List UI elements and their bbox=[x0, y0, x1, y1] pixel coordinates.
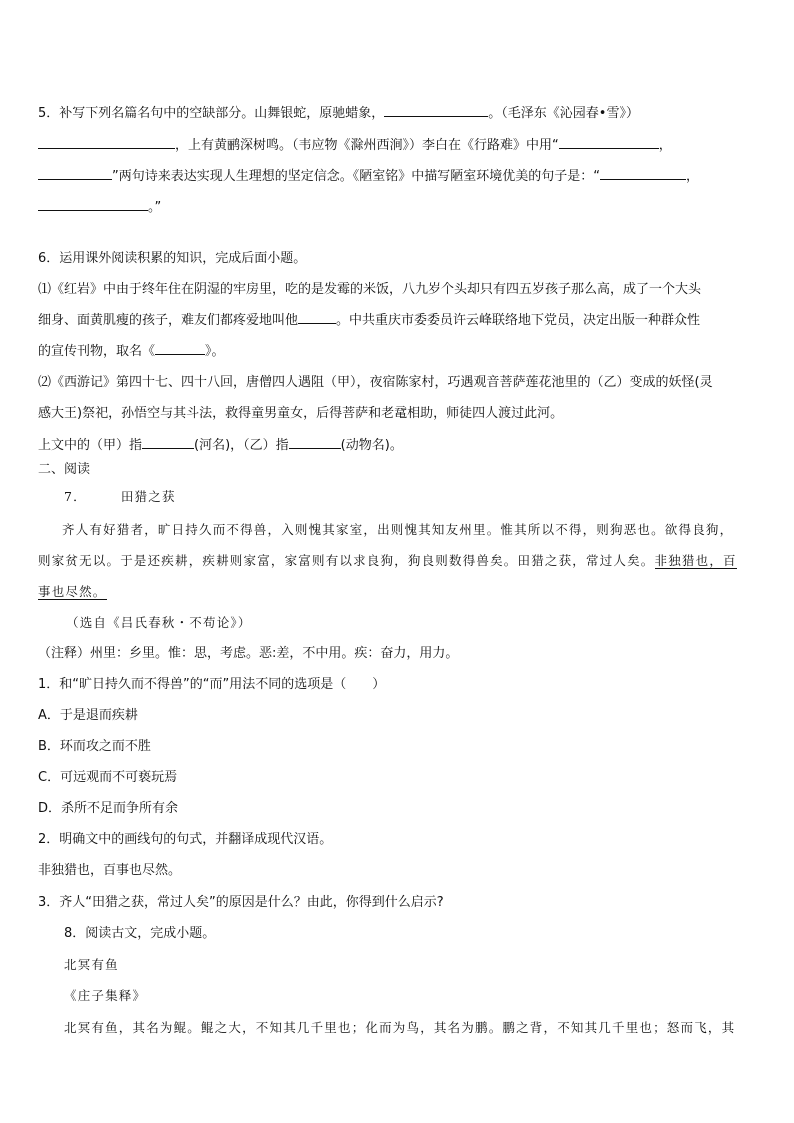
q5-blank-5 bbox=[600, 167, 686, 180]
q7-sub2: 2．明确文中的画线句的句式，并翻译成现代汉语。 bbox=[38, 832, 333, 847]
q6-p1-line2-text-b: 。中共重庆市委委员许云峰联络地下党员，决定出版一种群众性 bbox=[336, 313, 701, 328]
q5-blank-3 bbox=[559, 136, 659, 149]
q5-line2-text-a: ，上有黄鹂深树鸣。（韦应物《滁州西涧》）李白在《行路难》中用“ bbox=[175, 138, 559, 153]
q7-text-line-3 bbox=[38, 583, 758, 601]
q7-title: 田猎之获 bbox=[120, 489, 176, 504]
q5-blank-4 bbox=[38, 167, 112, 180]
q5-line2-text-b: ， bbox=[658, 138, 672, 153]
q6-blank-4 bbox=[289, 436, 341, 449]
section-heading: 二、阅读 bbox=[38, 462, 91, 477]
q7-underlined-sentence-b: 事也尽然。 bbox=[38, 584, 107, 599]
q8-text-line-1: 北冥有鱼，其名为鲲。鲲之大，不知其几千里也；化而为鸟，其名为鹏。鹏之背，不知其几千里也；怒而飞，其 bbox=[64, 1020, 736, 1035]
q6-p1-line-3 bbox=[38, 342, 758, 361]
q7-sub2-sentence: 非独猎也，百事也尽然。 bbox=[38, 863, 182, 878]
q7-heading bbox=[64, 488, 784, 506]
q7-option-a: A．于是退而疾耕 bbox=[38, 708, 138, 723]
q7-underlined-sentence-a: 非独猎也，百 bbox=[654, 553, 737, 568]
q5-blank-2 bbox=[38, 136, 175, 149]
q5-line3-text-a: ”两句诗来表达实现人生理想的坚定信念。《陋室铭》中描写陋室环境优美的句子是：“ bbox=[112, 169, 600, 184]
q7-sub3: 3．齐人“田猎之获，常过人矣”的原因是什么？由此，你得到什么启示? bbox=[38, 895, 444, 910]
q6-blank-1 bbox=[298, 311, 336, 324]
q6-p2-line3-text-c: (动物名)。 bbox=[340, 438, 403, 453]
q7-number: 7． bbox=[64, 489, 87, 504]
q6-p1-line-1: ⑴《红岩》中由于终年住在阴湿的牢房里，吃的是发霉的米饭，八九岁个头却只有四五岁孩子那么高，成了一个大头 bbox=[38, 282, 702, 297]
q5-line-4 bbox=[38, 198, 758, 217]
q5-line-3 bbox=[38, 167, 758, 186]
q7-option-b: B．环而攻之而不胜 bbox=[38, 739, 151, 754]
q6-p2-line-1: ⑵《西游记》第四十七、四十八回，唐僧四人遇阻（甲），夜宿陈家村，巧遇观音菩萨莲花池里的（乙）变成的妖怪(灵 bbox=[38, 375, 713, 390]
q6-title: 6．运用课外阅读积累的知识，完成后面小题。 bbox=[38, 251, 307, 266]
q7-sub1: 1．和“旷日持久而不得兽”的“而”用法不同的选项是（ ） bbox=[38, 677, 386, 692]
q7-text-line2-a: 则家贫无以。于是还疾耕，疾耕则家富，家富则有以求良狗，狗良则数得兽矣。田猎之获，常过人矣。 bbox=[38, 553, 655, 568]
q7-option-d: D．杀所不足而争所有余 bbox=[38, 801, 179, 816]
q6-p1-line3-text-a: 的宣传刊物，取名《 bbox=[38, 344, 156, 359]
q8-source: 《庄子集释》 bbox=[64, 988, 147, 1003]
q6-p1-line3-text-b: 》。 bbox=[205, 344, 225, 359]
q8-title: 8．阅读古文，完成小题。 bbox=[64, 926, 216, 941]
q5-line-1 bbox=[38, 104, 758, 123]
q6-blank-2 bbox=[155, 342, 205, 355]
q7-note: （注释）州里：乡里。惟：思，考虑。恶:差，不中用。疾：奋力，用力。 bbox=[38, 646, 459, 661]
q7-source: （选自《吕氏春秋・不苟论》） bbox=[66, 615, 252, 630]
q5-line1-text-a: 5．补写下列名篇名句中的空缺部分。山舞银蛇，原驰蜡象， bbox=[38, 106, 385, 121]
q5-line3-text-b: ， bbox=[685, 169, 699, 184]
q5-line1-text-b: 。（毛泽东《沁园春•雪》） bbox=[488, 106, 639, 121]
q5-line-2 bbox=[38, 136, 758, 155]
q6-p1-line2-text-a: 细身、面黄肌瘦的孩子，难友们都疼爱地叫他 bbox=[38, 313, 299, 328]
q7-text-line-1: 齐人有好猎者，旷日持久而不得兽，入则愧其家室，出则愧其知友州里。惟其所以不得，则狗恶也。欲得良狗， bbox=[62, 522, 734, 537]
q6-p1-line-2 bbox=[38, 311, 758, 330]
q6-p2-line-3 bbox=[38, 436, 758, 455]
q5-blank-1 bbox=[384, 104, 488, 117]
q6-p2-line-2: 感大王)祭祀，孙悟空与其斗法，救得童男童女，后得菩萨和老鼋相助，师徒四人渡过此河。 bbox=[38, 406, 564, 421]
q5-line4-text-a: 。” bbox=[148, 200, 162, 215]
q7-option-c: C．可远观而不可亵玩焉 bbox=[38, 770, 178, 785]
q6-p2-line3-text-a: 上文中的（甲）指 bbox=[38, 438, 143, 453]
q7-text-line-2 bbox=[38, 552, 758, 570]
q8-subtitle: 北冥有鱼 bbox=[64, 957, 119, 972]
q5-blank-6 bbox=[38, 198, 148, 211]
q6-blank-3 bbox=[142, 436, 194, 449]
q6-p2-line3-text-b: (河名)，（乙）指 bbox=[194, 438, 289, 453]
